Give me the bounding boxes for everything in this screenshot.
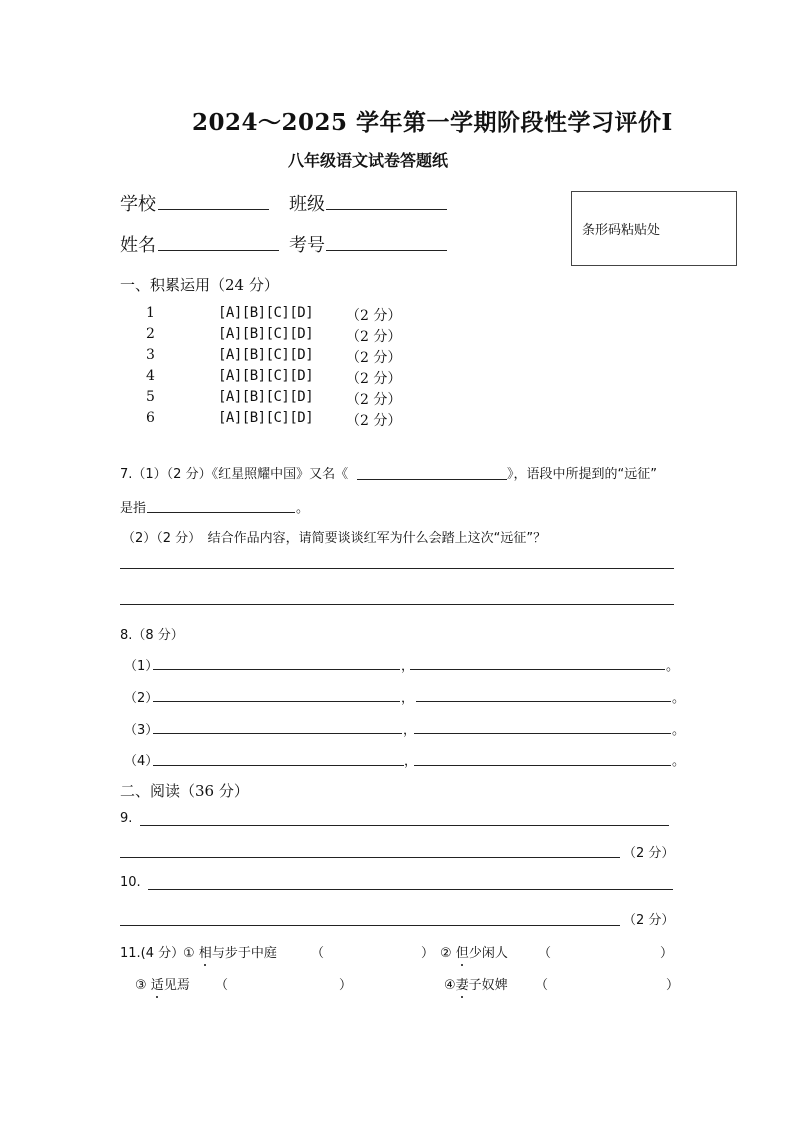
q11-item1-paren-open: （ bbox=[311, 946, 325, 961]
q11-item2-paren-open: （ bbox=[538, 946, 552, 961]
q11-item4-paren-close: ） bbox=[666, 978, 680, 993]
q8-answer-blank[interactable] bbox=[153, 701, 400, 702]
choice-points: （2 分） bbox=[346, 329, 402, 345]
barcode-label: 条形码粘贴处 bbox=[582, 223, 661, 238]
choice-points: （2 分） bbox=[346, 392, 402, 408]
section1-heading: 一、积累运用（24 分） bbox=[120, 276, 279, 294]
class-label: 班级 bbox=[289, 194, 325, 215]
q11-item3-answer[interactable] bbox=[232, 974, 332, 992]
q10-answer-line[interactable] bbox=[120, 925, 620, 926]
q11-item1-answer[interactable] bbox=[328, 942, 418, 960]
q8-item-label: （3） bbox=[124, 723, 159, 738]
choice-options[interactable]: [A][B][C][D] bbox=[218, 305, 314, 321]
q7-answer-line[interactable] bbox=[120, 604, 674, 605]
q8-end: 。 bbox=[666, 659, 680, 674]
q11-item2-paren-close: ） bbox=[660, 946, 674, 961]
q7-part1-mid: 》，语段中所提到的“远征” bbox=[507, 467, 657, 482]
q8-end: 。 bbox=[672, 754, 686, 769]
choice-options[interactable]: [A][B][C][D] bbox=[218, 410, 314, 426]
q11-item4-paren-open: （ bbox=[535, 978, 549, 993]
q11-item3-key: 适 bbox=[150, 978, 164, 993]
choice-options[interactable]: [A][B][C][D] bbox=[218, 368, 314, 384]
q11-item4-answer[interactable] bbox=[552, 974, 652, 992]
q8-comma: ， bbox=[403, 723, 417, 738]
q11-prefix: 11.(4 分） bbox=[120, 946, 185, 961]
q8-end: 。 bbox=[672, 723, 686, 738]
page-title: 2024～2025 学年第一学期阶段性学习评价Ⅰ bbox=[192, 109, 673, 136]
choice-points: （2 分） bbox=[346, 308, 402, 324]
q8-answer-blank[interactable] bbox=[153, 733, 402, 734]
q7-part2-prompt: （2）（2 分） 结合作品内容，请简要谈谈红军为什么会踏上这次“远征”？ bbox=[122, 531, 547, 546]
choice-number: 4 bbox=[146, 368, 155, 384]
q11-item4 bbox=[444, 974, 508, 993]
q8-answer-blank[interactable] bbox=[153, 765, 404, 766]
q11-item3-rest: 见焉 bbox=[163, 978, 190, 993]
q8-heading: 8.（8 分） bbox=[120, 628, 184, 643]
choice-number: 5 bbox=[146, 389, 155, 405]
q8-comma: ， bbox=[404, 754, 418, 769]
choice-number: 6 bbox=[146, 410, 155, 426]
q8-answer-blank[interactable] bbox=[416, 701, 671, 702]
choice-points: （2 分） bbox=[346, 371, 402, 387]
q11-item2-rest: 少闲人 bbox=[468, 946, 508, 961]
choice-options[interactable]: [A][B][C][D] bbox=[218, 326, 314, 342]
q11-item4-num: ④ bbox=[444, 978, 456, 993]
choice-options[interactable]: [A][B][C][D] bbox=[218, 347, 314, 363]
q11-item2-num: ② bbox=[440, 946, 452, 961]
school-field[interactable] bbox=[158, 209, 269, 210]
q10-answer-line[interactable] bbox=[148, 889, 673, 890]
q8-answer-blank[interactable] bbox=[410, 669, 665, 670]
choice-number: 3 bbox=[146, 347, 155, 363]
q7-part1-prefix: 7.（1）（2 分）《红星照耀中国》又名《 bbox=[120, 467, 349, 482]
q9-answer-line[interactable] bbox=[120, 857, 620, 858]
q11-item1-rest: 与步于中庭 bbox=[211, 946, 277, 961]
q11-item4-rest: 子奴婢 bbox=[468, 978, 508, 993]
page-subtitle: 八年级语文试卷答题纸 bbox=[288, 151, 449, 170]
q11-item3-paren-open: （ bbox=[215, 978, 229, 993]
school-label: 学校 bbox=[120, 194, 156, 215]
name-field[interactable] bbox=[158, 250, 279, 251]
q11-item1-key: 相 bbox=[198, 946, 212, 961]
choice-number: 1 bbox=[146, 305, 155, 321]
q7-part1-line2-prefix: 是指 bbox=[120, 501, 147, 516]
q11-item2-answer[interactable] bbox=[555, 942, 655, 960]
choice-number: 2 bbox=[146, 326, 155, 342]
name-label: 姓名 bbox=[120, 235, 156, 256]
barcode-area bbox=[571, 191, 737, 266]
q8-end: 。 bbox=[672, 691, 686, 706]
choice-points: （2 分） bbox=[346, 350, 402, 366]
q11-item2-key: 但 bbox=[455, 946, 469, 961]
q8-item-label: （2） bbox=[124, 691, 159, 706]
q8-answer-blank[interactable] bbox=[153, 669, 400, 670]
q7-part1-line2-suffix: 。 bbox=[296, 501, 310, 516]
q7-answer-line[interactable] bbox=[120, 568, 674, 569]
section2-heading: 二、阅读（36 分） bbox=[120, 782, 249, 800]
q11-item4-key: 妻 bbox=[455, 978, 469, 993]
q8-answer-blank[interactable] bbox=[414, 733, 671, 734]
class-field[interactable] bbox=[326, 209, 447, 210]
q9-points: （2 分） bbox=[623, 846, 675, 861]
choice-points: （2 分） bbox=[346, 413, 402, 429]
q8-comma: ， bbox=[401, 691, 415, 706]
q11-item1-paren-close: ） bbox=[421, 946, 435, 961]
q10-label: 10. bbox=[120, 875, 141, 890]
exam-no-field[interactable] bbox=[326, 250, 447, 251]
q9-label: 9. bbox=[120, 811, 133, 826]
choice-options[interactable]: [A][B][C][D] bbox=[218, 389, 314, 405]
q10-points: （2 分） bbox=[623, 913, 675, 928]
q11-item3-num: ③ bbox=[135, 978, 147, 993]
q8-item-label: （4） bbox=[124, 754, 159, 769]
q11-item3-paren-close: ） bbox=[339, 978, 353, 993]
q9-answer-line[interactable] bbox=[140, 825, 669, 826]
q11-item3 bbox=[135, 974, 190, 993]
q11-item2 bbox=[440, 942, 508, 961]
q8-item-label: （1） bbox=[124, 659, 159, 674]
q7-answer-expedition[interactable] bbox=[147, 512, 295, 513]
q8-comma: ， bbox=[401, 659, 415, 674]
q7-answer-alt-name[interactable] bbox=[357, 479, 507, 480]
exam-no-label: 考号 bbox=[289, 235, 325, 256]
q11-item1-num: ① bbox=[183, 946, 195, 961]
q8-answer-blank[interactable] bbox=[414, 765, 671, 766]
q11-item1 bbox=[183, 942, 277, 961]
